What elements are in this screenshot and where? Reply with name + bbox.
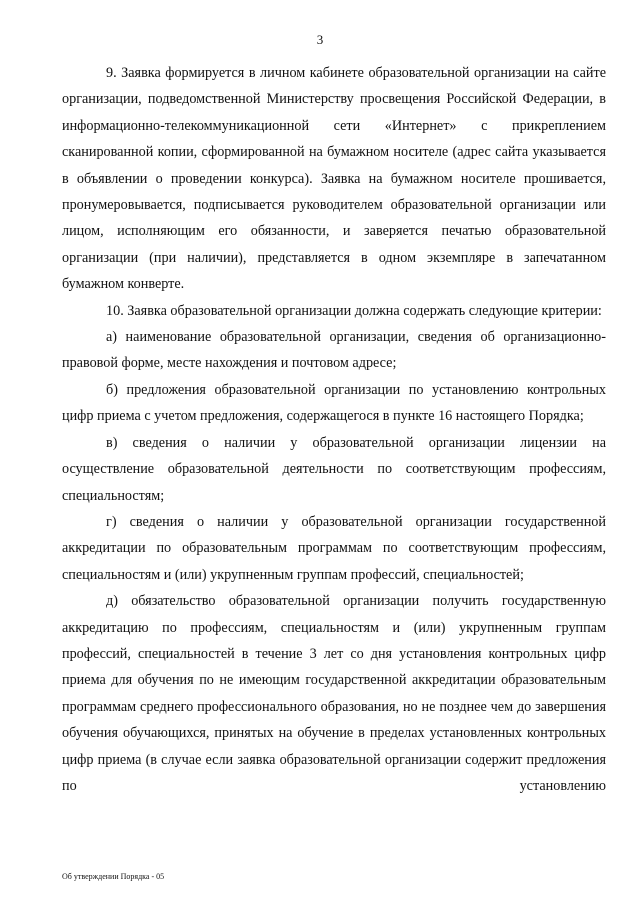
paragraph-10-g: г) сведения о наличии у образовательной организации государственной аккредитации по образовательным программам по соответствующим профессиям, специальностям и (или) укрупненным группам профессий, специальностей; [62, 513, 606, 583]
paragraph-10-d: д) обязательство образовательной организации получить государственную аккредитацию по профессиям, специальностям и (или) укрупненным группам профессий, специальностей в течение 3 лет со дня установления контрольных цифр приема для обучения по не имеющим государственной аккредитации образовательным программам среднего профессионального образования, но не позднее чем до завершения обучения обучающихся, принятых на обучение в пределах установленных контрольных цифр приема (в случае если заявка образовательной организации содержит предложения по установлению [62, 593, 606, 794]
document-body [62, 60, 606, 799]
paragraph-10: 10. Заявка образовательной организации должна содержать следующие критерии: [106, 302, 602, 319]
footer-document-code: Об утверждении Порядка - 05 [62, 872, 165, 881]
paragraph-10-a: а) наименование образовательной организации, сведения об организационно-правовой форме, месте нахождения и почтовом адресе; [62, 329, 606, 372]
page-number: 3 [316, 32, 324, 47]
paragraph-10-v: в) сведения о наличии у образовательной организации лицензии на осуществление образовательной деятельности по соответствующим профессиям, специальностям; [62, 434, 606, 504]
paragraph-10-b: б) предложения образовательной организации по установлению контрольных цифр приема с учетом предложения, содержащегося в пункте 16 настоящего Порядка; [62, 381, 606, 425]
paragraph-9: 9. Заявка формируется в личном кабинете образовательной организации на сайте организации, подведомственной Министерству просвещения Российской Федерации, в информационно-телекоммуникационной сети «Интернет» с прикреплением сканированной копии, сформированной на бумажном носителе (адрес сайта указывается в объявлении о проведении конкурса). Заявка на бумажном носителе прошивается, пронумеровывается, подписывается руководителем образовательной организации или лицом, исполняющим его обязанности, и заверяется печатью образовательной организации (при наличии), представляется в одном экземпляре в запечатанном бумажном конверте. [62, 65, 606, 293]
